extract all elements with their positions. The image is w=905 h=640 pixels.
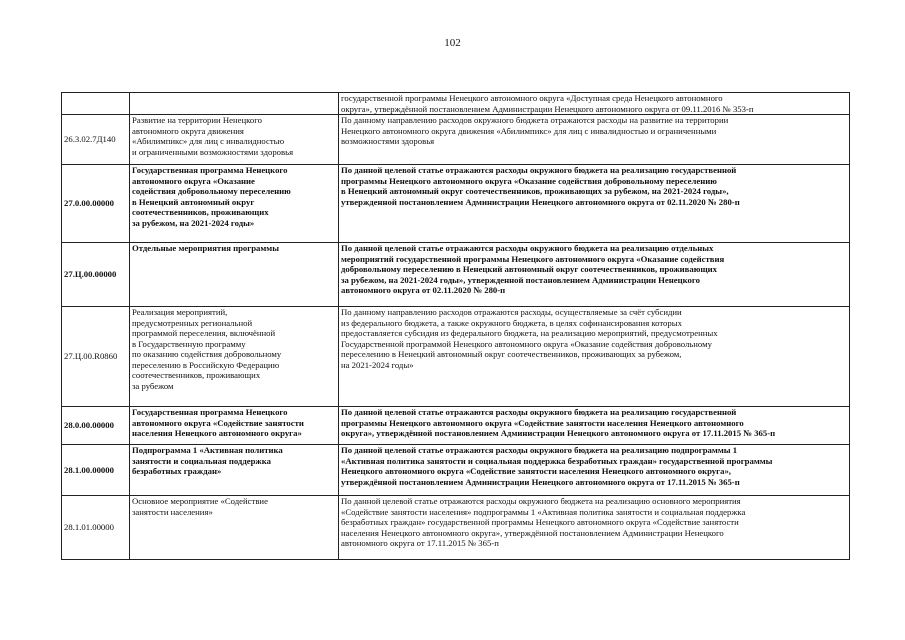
name-line: и ограниченными возможностями здоровья [132,146,294,157]
name-line: «Абилимпикс» для лиц с инвалидностью [132,136,285,146]
description-line: По данному направлению расходов отражаются расходы, осуществляемые за счёт субсидии [341,307,682,317]
description-line: автономного округа от 02.11.2020 № 280-п [341,285,506,295]
name-line: переселению в Российскую Федерацию [132,359,280,370]
description-cell [339,496,850,560]
description-cell [339,445,850,496]
description-line: По данной целевой статье отражаются расходы окружного бюджета на реализацию подпрограммы 1 [341,445,738,455]
code-cell: 28.1.01.00000 [62,496,130,560]
name-cell [130,307,339,407]
description-line: По данной целевой статье отражаются расходы окружного бюджета на реализацию отдельных [341,243,714,253]
description-line: государственной программы Ненецкого автономного округа «Доступная среда Ненецкого автономного [341,93,723,103]
name-line: автономного округа «Оказание [132,175,255,186]
code-cell [62,93,130,115]
description-cell [339,407,850,445]
name-cell [130,115,339,165]
description-line: Ненецкого автономного округа движения «Абилимпикс» для лиц с инвалидностью и ограниченными [341,125,717,136]
description-line: автономного округа от 17.11.2015 № 365-п [341,538,499,548]
code-cell: 27.0.00.00000 [62,165,130,243]
description-line: программы Ненецкого автономного округа «Содействие занятости населения Ненецкого автономного [341,417,744,428]
description-cell [339,165,850,243]
name-line: занятости и социальная поддержка [132,455,271,466]
description-line: предоставляется субсидия из федерального бюджета, на реализацию мероприятий, предусмотренных [341,328,718,338]
name-line: за рубежом, на 2021-2024 годы» [132,217,255,228]
description-line: переселению в Ненецкий автономный округ соотечественников, проживающих за рубежом, [341,349,682,359]
description-line: утверждённой постановлением Администрации Ненецкого автономного округа от 17.11.2015 № 365-п [341,476,740,487]
code-cell: 27.Ц.00.R0860 [62,307,130,407]
code-cell: 27.Ц.00.00000 [62,243,130,307]
name-line: автономного округа движения [132,125,244,136]
name-line: Развитие на территории Ненецкого [132,115,262,125]
description-line: в Ненецкий автономный округ соотечественников, проживающих за рубежом, на 2021-2024 годы», [341,186,729,196]
name-line: автономного округа «Содействие занятости [132,417,304,428]
name-line: Основное мероприятие «Содействие [132,496,268,506]
description-line: «Содействие занятости населения» подпрограммы 1 «Активная политика занятости и социальная поддержка [341,506,746,517]
name-line: Отдельные мероприятия программы [132,243,280,253]
table-row [62,307,850,407]
name-cell [130,165,339,243]
description-line: безработных граждан» государственной программы Ненецкого автономного округа «Содействие занятости [341,517,739,527]
description-line: из федерального бюджета, а также окружного бюджета, в целях софинансирования которых [341,317,682,328]
description-line: округа», утверждённой постановлением Администрации Ненецкого автономного округа от 09.11.2016 № 353-п [341,103,754,114]
description-line: населения Ненецкого автономного округа», утверждённой постановлением Администрации Ненецкого [341,527,724,538]
table-row [62,165,850,243]
page-number: 102 [444,37,461,49]
description-line: утвержденной постановлением Администрации Ненецкого автономного округа от 02.11.2020 № 280-п [341,196,740,207]
name-line: Государственная программа Ненецкого [132,165,288,175]
description-line: Государственной программой Ненецкого автономного округа «Оказание содействия добровольному [341,338,712,349]
description-line: По данной целевой статье отражаются расходы окружного бюджета на реализацию основного мероприятия [341,496,741,506]
name-cell [130,445,339,496]
name-line: населения Ненецкого автономного округа» [132,428,302,438]
description-line: мероприятий государственной программы Ненецкого автономного округа «Оказание содействия [341,253,725,264]
description-line: возможностями здоровья [341,136,435,146]
name-line: в Государственную программу [132,338,246,349]
table-row [62,496,850,560]
name-line: содействия добровольному переселению [132,186,291,196]
name-cell [130,496,339,560]
name-line: занятости населения» [132,506,213,517]
description-line: «Активная политика занятости и социальная поддержка безработных граждан» государственной программы [341,455,773,466]
description-line: Ненецкого автономного округа «Содействие занятости населения Ненецкого автономного округа», [341,466,731,476]
description-line: программы Ненецкого автономного округа «Оказание содействия добровольному переселению [341,175,717,186]
table-row [62,93,850,115]
code-cell: 28.1.00.00000 [62,445,130,496]
name-cell [130,407,339,445]
description-cell [339,243,850,307]
description-cell [339,307,850,407]
name-cell [130,243,339,307]
table-row [62,243,850,307]
name-line: Реализация мероприятий, [132,307,228,317]
name-line: Подпрограмма 1 «Активная политика [132,445,283,455]
code-cell: 26.3.02.7Д140 [62,115,130,165]
name-line: программой переселения, включённой [132,328,276,338]
description-line: на 2021-2024 годы» [341,359,414,370]
code-cell: 28.0.00.00000 [62,407,130,445]
name-cell [130,93,339,115]
name-line: в Ненецкий автономный округ [132,196,255,207]
table-row [62,445,850,496]
description-line: По данной целевой статье отражаются расходы окружного бюджета на реализацию государственной [341,407,737,417]
description-cell [339,93,850,115]
budget-classification-table [61,92,850,560]
description-line: округа», утверждённой постановлением Администрации Ненецкого автономного округа от 17.11.2015 № 365-п [341,428,776,438]
name-line: безработных граждан» [132,466,222,476]
description-line: По данному направлению расходов окружного бюджета отражаются расходы на развитие на территории [341,115,729,125]
table-row [62,407,850,445]
name-line: соотечественников, проживающих [132,370,261,380]
name-line: соотечественников, проживающих [132,207,269,217]
description-cell [339,115,850,165]
name-line: предусмотренных региональной [132,317,253,328]
description-line: добровольному переселению в Ненецкий автономный округ соотечественников, проживающих [341,264,718,274]
name-line: по оказанию содействия добровольному [132,349,282,359]
table-row [62,115,850,165]
name-line: Государственная программа Ненецкого [132,407,288,417]
description-line: за рубежом, на 2021-2024 годы», утвержденной постановлением Администрации Ненецкого [341,274,700,285]
description-line: По данной целевой статье отражаются расходы окружного бюджета на реализацию государственной [341,165,737,175]
name-line: за рубежом [132,380,174,391]
